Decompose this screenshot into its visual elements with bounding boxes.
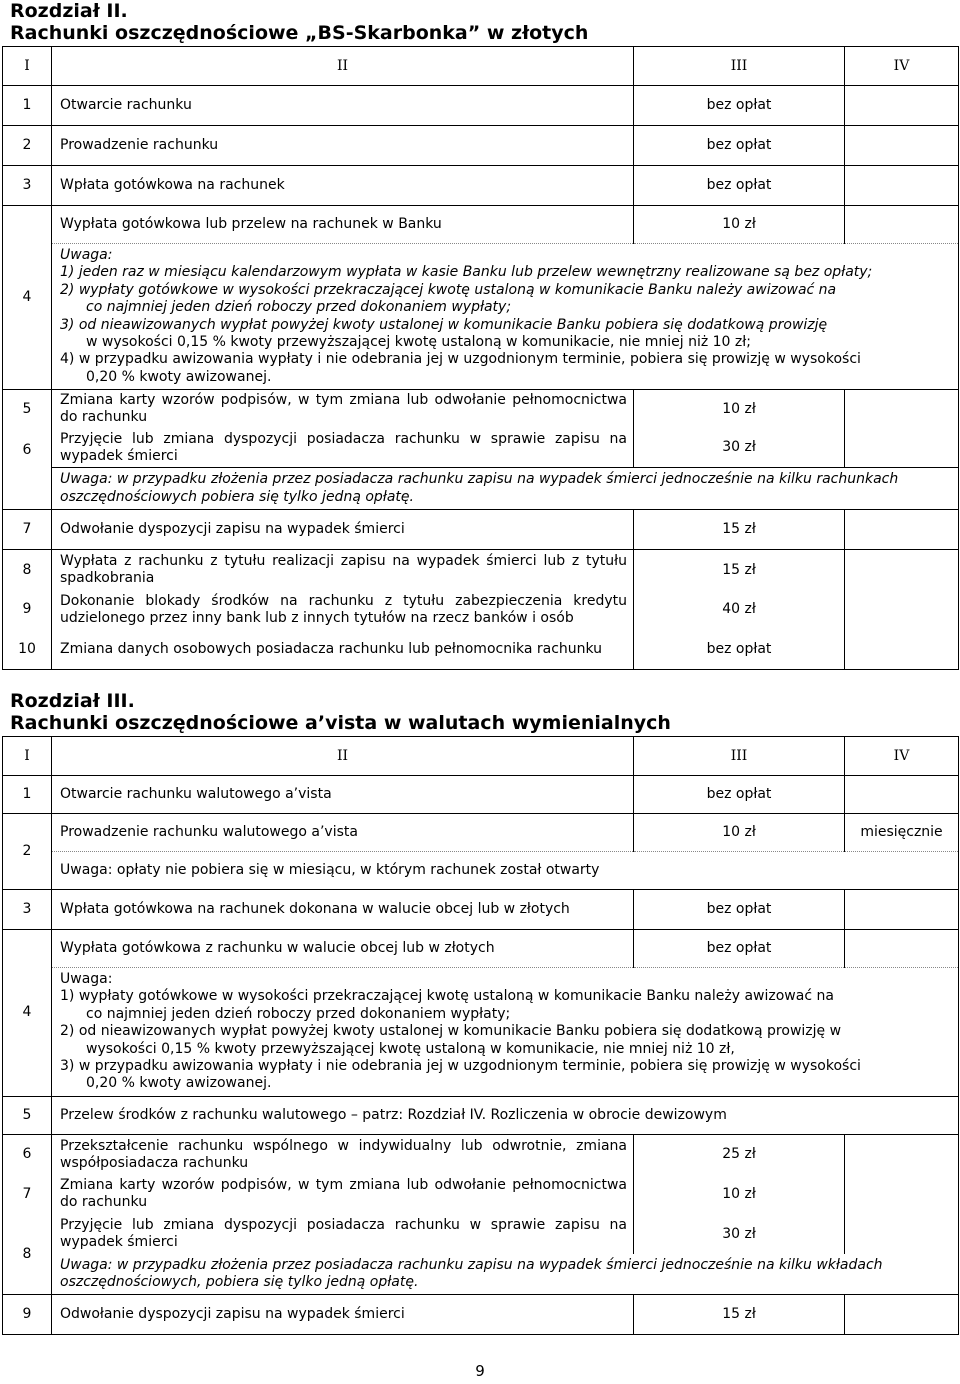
row-number: 7 — [3, 1174, 52, 1214]
section3-table — [2, 736, 959, 1335]
note-line: 1) wypłaty gotówkowe w wysokości przekraczającej kwotę ustaloną w komunikacie Banku należy awizować na — [60, 988, 834, 1005]
row-fee: bez opłat — [634, 630, 845, 670]
row-fee: 25 zł — [634, 1134, 845, 1174]
col-header-III: III — [634, 737, 845, 776]
row-number: 4 — [3, 930, 52, 1097]
page-number: 9 — [475, 1362, 485, 1380]
note-line: 1) jeden raz w miesiącu kalendarzowym wypłata w kasie Banku lub przelew wewnętrzny realizowane są bez opłaty; — [60, 264, 873, 281]
row-note: Uwaga: w przypadku złożenia przez posiadacza rachunku zapisu na wypadek śmierci jednocześnie na kilku rachunkach oszczędnościowych pobiera się tylko jedną opłatę. — [52, 468, 959, 510]
row-number: 6 — [3, 428, 52, 510]
row-number: 2 — [3, 814, 52, 890]
row-number: 4 — [3, 206, 52, 390]
row-number: 8 — [3, 1214, 52, 1294]
row-number: 9 — [3, 1294, 52, 1334]
note-label: Uwaga: — [60, 971, 113, 987]
row-fee: bez opłat — [634, 86, 845, 126]
note-line: 3) od nieawizowanych wypłat powyżej kwoty ustalonej w komunikacie Banku pobiera się dodatkową prowizję — [60, 316, 828, 333]
row-description: Otwarcie rachunku walutowego a’vista — [52, 776, 634, 814]
row-note — [52, 968, 959, 1097]
row-note: Uwaga: opłaty nie pobiera się w miesiącu, w którym rachunek został otwarty — [52, 852, 959, 890]
row-description: Wpłata gotówkowa na rachunek dokonana w walucie obcej lub w złotych — [52, 890, 634, 930]
note-line: co najmniej jeden dzień roboczy przed dokonaniem wypłaty; — [86, 299, 512, 316]
row-description: Wypłata gotówkowa lub przelew na rachunek w Banku — [52, 206, 634, 244]
row-fee: bez opłat — [634, 776, 845, 814]
note-line: co najmniej jeden dzień roboczy przed dokonaniem wypłaty; — [86, 1005, 511, 1022]
row-description: Przelew środków z rachunku walutowego – patrz: Rozdział IV. Rozliczenia w obrocie dewizowym — [52, 1096, 959, 1134]
row-number: 1 — [3, 86, 52, 126]
note-line: 3) w przypadku awizowania wypłaty i nie odebrania jej w uzgodnionym terminie, pobiera się prowizję w wysokości — [60, 1058, 861, 1075]
row-note: Uwaga: w przypadku złożenia przez posiadacza rachunku zapisu na wypadek śmierci jednocześnie na kilku wkładach oszczędnościowych, pobiera się tylko jedną opłatę. — [52, 1254, 959, 1294]
section2-subtitle: Rachunki oszczędnościowe „BS-Skarbonka” w złotych — [10, 22, 589, 44]
row-number: 2 — [3, 126, 52, 166]
note-label: Uwaga: — [60, 247, 113, 263]
row-number: 9 — [3, 590, 52, 630]
section3-title: Rozdział III. — [10, 690, 135, 712]
note-line: 0,20 % kwoty awizowanej. — [86, 1075, 272, 1092]
row-note — [52, 244, 959, 390]
row-fee: 30 zł — [634, 428, 845, 468]
row-number: 10 — [3, 630, 52, 670]
row-fee: bez opłat — [634, 126, 845, 166]
row-period: miesięcznie — [845, 814, 959, 852]
row-description: Przekształcenie rachunku wspólnego w indywidualny lub odwrotnie, zmiana współposiadacza rachunku — [52, 1134, 634, 1174]
row-fee: 15 zł — [634, 1294, 845, 1334]
row-number: 3 — [3, 890, 52, 930]
row-number: 5 — [3, 390, 52, 428]
row-number: 7 — [3, 510, 52, 550]
note-line: 2) wypłaty gotówkowe w wysokości przekraczającej kwotę ustaloną w komunikacie Banku należy awizować na — [60, 281, 837, 298]
note-line: w wysokości 0,15 % kwoty przewyższającej kwotę ustaloną w komunikacie, nie mniej niż 10 zł; — [86, 334, 751, 351]
row-fee: 10 zł — [634, 206, 845, 244]
row-number: 1 — [3, 776, 52, 814]
section3-subtitle: Rachunki oszczędnościowe a’vista w walutach wymienialnych — [10, 712, 671, 734]
row-fee: bez opłat — [634, 930, 845, 968]
row-fee: 10 zł — [634, 814, 845, 852]
row-description: Prowadzenie rachunku — [52, 126, 634, 166]
row-description: Prowadzenie rachunku walutowego a’vista — [52, 814, 634, 852]
col-header-III: III — [634, 47, 845, 86]
row-description: Zmiana karty wzorów podpisów, w tym zmiana lub odwołanie pełnomocnictwa do rachunku — [52, 390, 634, 428]
section2-table — [2, 46, 959, 670]
section2-title: Rozdział II. — [10, 0, 128, 22]
col-header-IV: IV — [845, 737, 959, 776]
row-number: 6 — [3, 1134, 52, 1174]
col-header-II: II — [52, 47, 634, 86]
row-number: 8 — [3, 550, 52, 590]
col-header-I: I — [3, 737, 52, 776]
note-line: 4) w przypadku awizowania wypłaty i nie odebrania jej w uzgodnionym terminie, pobiera się prowizję w wysokości — [60, 351, 861, 368]
col-header-I: I — [3, 47, 52, 86]
row-description: Przyjęcie lub zmiana dyspozycji posiadacza rachunku w sprawie zapisu na wypadek śmierci — [52, 428, 634, 468]
row-description: Otwarcie rachunku — [52, 86, 634, 126]
row-description: Wypłata z rachunku z tytułu realizacji zapisu na wypadek śmierci lub z tytułu spadkobrania — [52, 550, 634, 590]
row-fee: bez opłat — [634, 890, 845, 930]
row-description: Zmiana danych osobowych posiadacza rachunku lub pełnomocnika rachunku — [52, 630, 634, 670]
row-description: Zmiana karty wzorów podpisów, w tym zmiana lub odwołanie pełnomocnictwa do rachunku — [52, 1174, 634, 1214]
row-description: Wypłata gotówkowa z rachunku w walucie obcej lub w złotych — [52, 930, 634, 968]
row-fee: 15 zł — [634, 510, 845, 550]
row-fee: 10 zł — [634, 390, 845, 428]
row-fee: 40 zł — [634, 590, 845, 630]
col-header-IV: IV — [845, 47, 959, 86]
note-line: wysokości 0,15 % kwoty przewyższającej kwotę ustaloną w komunikacie, nie mniej niż 10 zł, — [86, 1040, 735, 1057]
row-description: Wpłata gotówkowa na rachunek — [52, 166, 634, 206]
note-line: 0,20 % kwoty awizowanej. — [86, 368, 272, 385]
row-fee: 30 zł — [634, 1214, 845, 1254]
row-fee: 15 zł — [634, 550, 845, 590]
row-description: Odwołanie dyspozycji zapisu na wypadek śmierci — [52, 510, 634, 550]
row-description: Dokonanie blokady środków na rachunku z tytułu zabezpieczenia kredytu udzielonego przez inny bank lub z innych tytułów na rzecz banków i osób — [52, 590, 634, 630]
note-line: 2) od nieawizowanych wypłat powyżej kwoty ustalonej w komunikacie Banku pobiera się dodatkową prowizję w — [60, 1023, 842, 1040]
row-fee: 10 zł — [634, 1174, 845, 1214]
col-header-II: II — [52, 737, 634, 776]
row-fee: bez opłat — [634, 166, 845, 206]
row-number: 5 — [3, 1096, 52, 1134]
row-description: Odwołanie dyspozycji zapisu na wypadek śmierci — [52, 1294, 634, 1334]
row-number: 3 — [3, 166, 52, 206]
row-description: Przyjęcie lub zmiana dyspozycji posiadacza rachunku w sprawie zapisu na wypadek śmierci — [52, 1214, 634, 1254]
